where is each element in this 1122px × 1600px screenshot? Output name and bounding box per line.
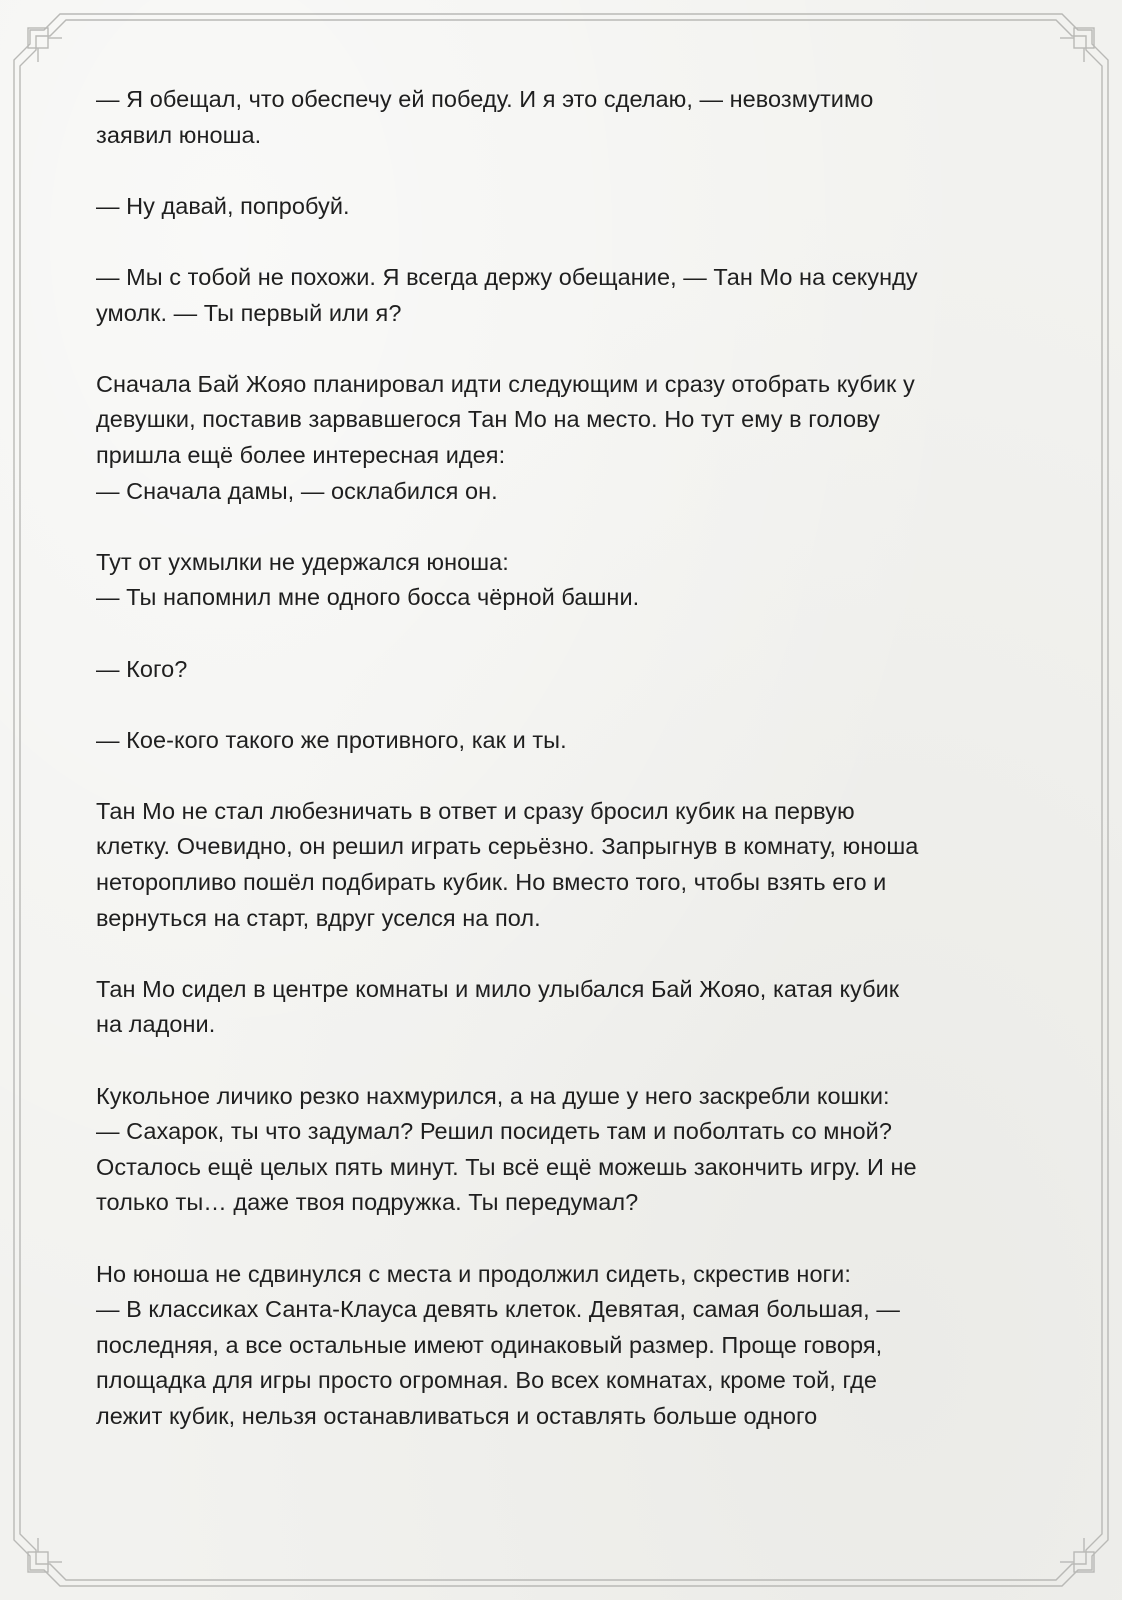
text-line: девушки, поставив зарвавшегося Тан Мо на место. Но тут ему в голову bbox=[96, 406, 880, 433]
text-line: Сначала Бай Жояо планировал идти следующим и сразу отобрать кубик у bbox=[96, 370, 915, 397]
text-line: — Ты напомнил мне одного босса чёрной башни. bbox=[96, 584, 640, 611]
text-line: умолк. — Ты первый или я? bbox=[96, 299, 402, 326]
text-line: — В классиках Санта-Клауса девять клеток. Девятая, самая большая, — bbox=[96, 1296, 900, 1323]
text-line: только ты… даже твоя подружка. Ты передумал? bbox=[96, 1189, 639, 1216]
text-line: площадка для игры просто огромная. Во всех комнатах, кроме той, где bbox=[96, 1367, 877, 1394]
text-line: заявил юноша. bbox=[96, 121, 262, 148]
text-line: Кукольное личико резко нахмурился, а на душе у него заскребли кошки: bbox=[96, 1082, 890, 1109]
text-line: Но юноша не сдвинулся с места и продолжил сидеть, скрестив ноги: bbox=[96, 1260, 851, 1287]
text-line: последняя, а все остальные имеют одинаковый размер. Проще говоря, bbox=[96, 1331, 883, 1358]
text-line: Тан Мо не стал любезничать в ответ и сразу бросил кубик на первую bbox=[96, 797, 855, 824]
paragraph bbox=[96, 794, 1036, 936]
text-line: — Ну давай, попробуй. bbox=[96, 192, 350, 219]
text-line: пришла ещё более интересная идея: bbox=[96, 441, 506, 468]
paragraph bbox=[96, 545, 1036, 616]
document-body bbox=[96, 82, 1036, 1470]
text-line: — Мы с тобой не похожи. Я всегда держу обещание, — Тан Мо на секунду bbox=[96, 263, 918, 290]
text-line: Тан Мо сидел в центре комнаты и мило улыбался Бай Жояо, катая кубик bbox=[96, 975, 900, 1002]
paragraph bbox=[96, 82, 1036, 153]
paragraph bbox=[96, 723, 1036, 759]
text-line: — Сначала дамы, — осклабился он. bbox=[96, 477, 498, 504]
text-line: на ладони. bbox=[96, 1011, 216, 1038]
text-line: клетку. Очевидно, он решил играть серьёзно. Запрыгнув в комнату, юноша bbox=[96, 833, 919, 860]
paragraph bbox=[96, 189, 1036, 225]
paragraph bbox=[96, 652, 1036, 688]
paragraph bbox=[96, 972, 1036, 1043]
text-line: Осталось ещё целых пять минут. Ты всё ещё можешь закончить игру. И не bbox=[96, 1153, 917, 1180]
paragraph bbox=[96, 1079, 1036, 1221]
text-line: — Кого? bbox=[96, 655, 188, 682]
text-line: неторопливо пошёл подбирать кубик. Но вместо того, чтобы взять его и bbox=[96, 869, 887, 896]
text-line: лежит кубик, нельзя останавливаться и оставлять больше одного bbox=[96, 1402, 818, 1429]
text-line: — Сахарок, ты что задумал? Решил посидеть там и поболтать со мной? bbox=[96, 1118, 892, 1145]
paragraph bbox=[96, 367, 1036, 509]
text-line: — Я обещал, что обеспечу ей победу. И я это сделаю, — невозмутимо bbox=[96, 86, 874, 112]
paragraph bbox=[96, 260, 1036, 331]
text-line: вернуться на старт, вдруг уселся на пол. bbox=[96, 904, 541, 931]
paragraph bbox=[96, 1257, 1036, 1435]
text-line: Тут от ухмылки не удержался юноша: bbox=[96, 548, 509, 575]
text-line: — Кое-кого такого же противного, как и ты. bbox=[96, 726, 567, 753]
